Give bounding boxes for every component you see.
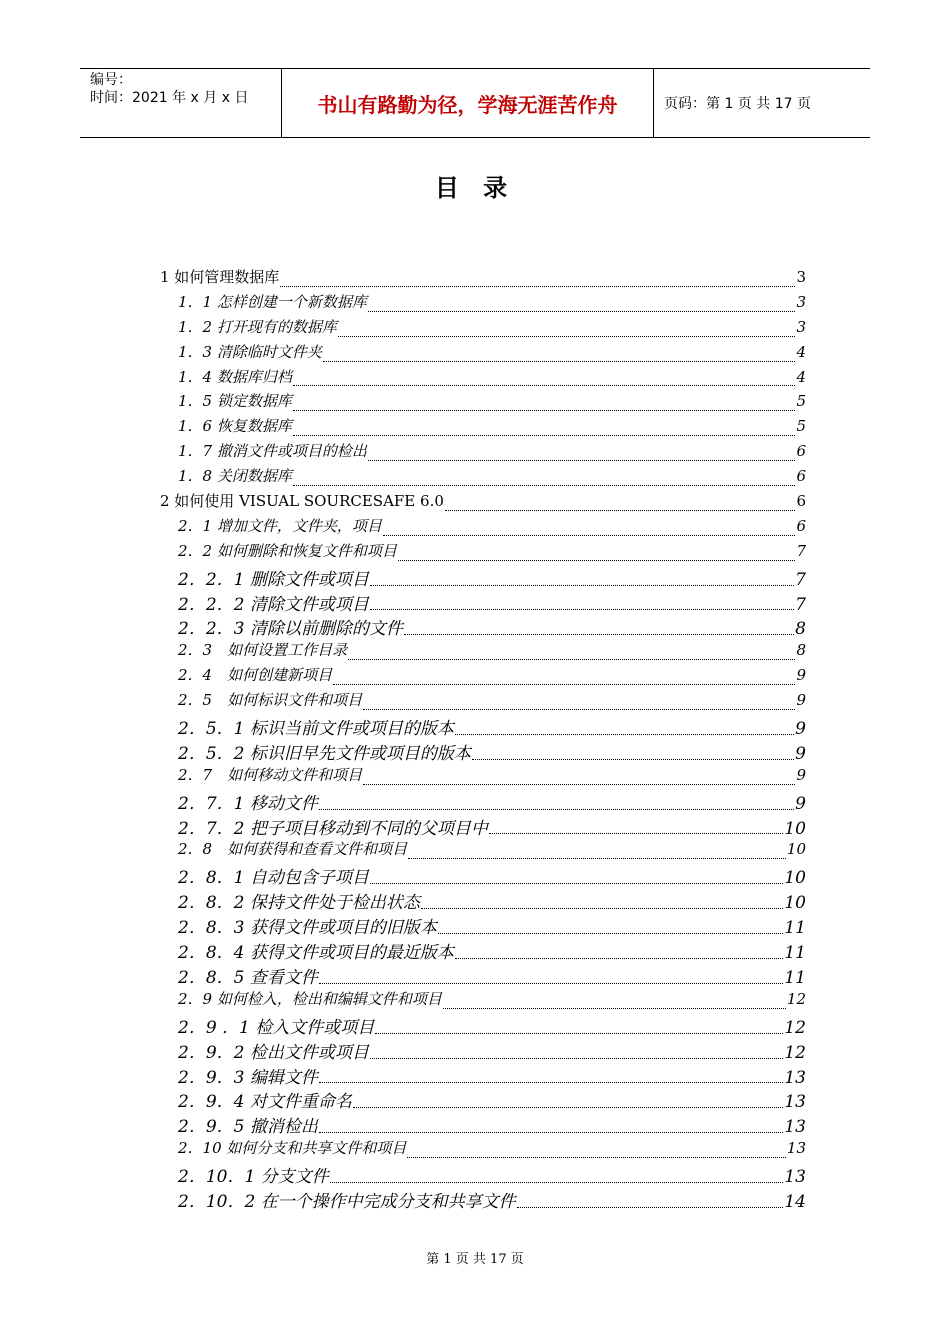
toc-entry[interactable]: [160, 1013, 806, 1038]
toc-entry-title: 2．8．4 获得文件或项目的最近版本: [178, 943, 454, 964]
toc-leader-dots: [370, 608, 794, 610]
toc-entry[interactable]: [160, 789, 806, 814]
toc-entry-title: 2．3 如何设置工作目录: [178, 641, 348, 660]
toc-entry-title: 2．9．2 检出文件或项目: [178, 1042, 369, 1063]
toc-leader-dots: [293, 434, 796, 436]
toc-entry[interactable]: [160, 590, 806, 615]
toc-leader-dots: [421, 907, 784, 909]
toc-entry-page-number: 6: [796, 442, 806, 461]
toc-entry-page-number: 11: [784, 943, 806, 964]
toc-leader-dots: [348, 658, 795, 660]
toc-entry-page-number: 10: [784, 868, 806, 889]
toc-entry[interactable]: [160, 1038, 806, 1063]
toc-entry-page-number: 4: [796, 367, 806, 386]
toc-entry-page-number: 3: [796, 317, 806, 336]
toc-entry-page-number: 9: [796, 691, 806, 710]
toc-entry[interactable]: [160, 689, 806, 714]
toc-entry-page-number: 9: [796, 666, 806, 685]
number-label: 编号：: [90, 72, 132, 88]
toc-entry-title: 2．2 如何删除和恢复文件和项目: [178, 541, 397, 560]
toc-entry[interactable]: [160, 938, 806, 963]
toc-entry-title: 2．10 如何分支和共享文件和项目: [178, 1139, 407, 1158]
toc-entry[interactable]: [160, 863, 806, 888]
toc-entry[interactable]: [160, 1137, 806, 1162]
toc-leader-dots: [280, 285, 795, 287]
toc-entry[interactable]: [160, 764, 806, 789]
toc-leader-dots: [330, 1181, 784, 1183]
toc-entry-title: 2．2．3 清除以前删除的文件: [178, 619, 403, 640]
toc-entry[interactable]: [160, 515, 806, 540]
toc-leader-dots: [472, 758, 794, 760]
toc-leader-dots: [445, 509, 796, 511]
toc-entry[interactable]: [160, 440, 806, 465]
toc-entry[interactable]: [160, 415, 806, 440]
toc-entry-page-number: 10: [784, 893, 806, 914]
toc-entry-title: 2．4 如何创建新项目: [178, 666, 333, 685]
toc-entry-page-number: 8: [795, 619, 806, 640]
toc-entry[interactable]: [160, 639, 806, 664]
toc-leader-dots: [293, 409, 796, 411]
toc-entry-page-number: 11: [784, 918, 806, 939]
toc-entry[interactable]: [160, 614, 806, 639]
toc-leader-dots: [363, 783, 795, 785]
toc-leader-dots: [368, 310, 796, 312]
header-meta: [80, 69, 282, 137]
toc-leader-dots: [455, 733, 794, 735]
toc-leader-dots: [375, 1032, 783, 1034]
toc-leader-dots: [370, 1057, 784, 1059]
toc-entry[interactable]: [160, 664, 806, 689]
toc-entry-page-number: 7: [795, 594, 806, 615]
toc-entry-title: 2．2．2 清除文件或项目: [178, 594, 369, 615]
toc-leader-dots: [408, 857, 786, 859]
toc-leader-dots: [517, 1206, 784, 1208]
toc-entry-page-number: 7: [796, 541, 806, 560]
toc-leader-dots: [489, 832, 784, 834]
toc-leader-dots: [383, 534, 796, 536]
toc-entry-title: 1．8 关闭数据库: [178, 467, 292, 486]
toc-entry[interactable]: [160, 390, 806, 415]
toc-entry-title: 2．8．5 查看文件: [178, 967, 318, 988]
header-motto: 书山有路勤为径，学海无涯苦作舟: [282, 69, 654, 137]
toc-entry-page-number: 12: [784, 1017, 806, 1038]
toc-entry[interactable]: [160, 565, 806, 590]
toc-entry[interactable]: [160, 1162, 806, 1187]
toc-entry-title: 2．9．4 对文件重命名: [178, 1092, 352, 1113]
toc-entry[interactable]: [160, 366, 806, 391]
toc-entry-page-number: 3: [796, 292, 806, 311]
toc-entry-title: 2．9 ．1 检入文件或项目: [178, 1017, 375, 1038]
toc-leader-dots: [368, 459, 796, 461]
toc-entry-title: 2．7 如何移动文件和项目: [178, 765, 363, 784]
toc-entry[interactable]: [160, 1187, 806, 1212]
toc-leader-dots: [333, 683, 795, 685]
toc-entry-page-number: 9: [796, 765, 806, 784]
toc-entry[interactable]: [160, 963, 806, 988]
toc-leader-dots: [293, 484, 796, 486]
toc-entry-title: 2．8 如何获得和查看文件和项目: [178, 840, 408, 859]
toc-entry-title: 2．5．1 标识当前文件或项目的版本: [178, 719, 454, 740]
toc-entry-title: 2．5 如何标识文件和项目: [178, 691, 363, 710]
toc-entry-title: 2．9．3 编辑文件: [178, 1067, 318, 1088]
toc-entry[interactable]: [160, 1063, 806, 1088]
toc-entry[interactable]: [160, 988, 806, 1013]
toc-entry-page-number: 12: [786, 989, 806, 1008]
toc-entry-page-number: 13: [784, 1092, 806, 1113]
toc-leader-dots: [443, 1007, 786, 1009]
toc-entry[interactable]: [160, 739, 806, 764]
toc-entry-page-number: 8: [796, 641, 806, 660]
header-page-info: 页码：第 1 页 共 17 页: [664, 96, 811, 112]
toc-entry-page-number: 5: [796, 392, 806, 411]
toc-entry-title: 2．7．1 移动文件: [178, 793, 318, 814]
toc-entry[interactable]: [160, 814, 806, 839]
toc-entry-title: 1．1 怎样创建一个新数据库: [178, 292, 367, 311]
toc-entry-page-number: 14: [784, 1191, 806, 1212]
toc-entry[interactable]: [160, 266, 806, 291]
toc-entry[interactable]: [160, 1112, 806, 1137]
toc-entry-title: 2．8．2 保持文件处于检出状态: [178, 893, 420, 914]
toc-entry-page-number: 6: [796, 516, 806, 535]
toc-leader-dots: [319, 808, 794, 810]
toc-entry-title: 1．6 恢复数据库: [178, 417, 292, 436]
toc-entry[interactable]: [160, 291, 806, 316]
toc-entry-page-number: 5: [796, 417, 806, 436]
page-title: 目 录: [434, 174, 516, 202]
toc-leader-dots: [323, 360, 796, 362]
toc-leader-dots: [438, 932, 784, 934]
toc-leader-dots: [319, 982, 784, 984]
table-of-contents: [160, 266, 806, 1212]
toc-entry-title: 2．9 如何检入，检出和编辑文件和项目: [178, 989, 442, 1008]
toc-entry-title: 2．8．1 自动包含子项目: [178, 868, 369, 889]
toc-entry-title: 1 如何管理数据库: [160, 268, 280, 286]
toc-entry-title: 2．10．2 在一个操作中完成分支和共享文件: [178, 1191, 516, 1212]
toc-leader-dots: [319, 1131, 784, 1133]
toc-entry[interactable]: [160, 540, 806, 565]
toc-entry-page-number: 9: [795, 793, 806, 814]
toc-entry-page-number: 9: [795, 719, 806, 740]
toc-entry[interactable]: [160, 838, 806, 863]
toc-entry-page-number: 10: [784, 818, 806, 839]
toc-entry-title: 1．2 打开现有的数据库: [178, 317, 337, 336]
toc-entry-page-number: 6: [796, 492, 806, 511]
toc-entry-page-number: 3: [796, 268, 806, 286]
toc-entry[interactable]: [160, 316, 806, 341]
toc-entry[interactable]: [160, 913, 806, 938]
toc-entry-title: 2．5．2 标识旧早先文件或项目的版本: [178, 743, 471, 764]
toc-entry-title: 2．8．3 获得文件或项目的旧版本: [178, 918, 437, 939]
toc-leader-dots: [370, 882, 784, 884]
toc-leader-dots: [353, 1106, 784, 1108]
toc-leader-dots: [338, 335, 796, 337]
toc-entry-page-number: 13: [784, 1067, 806, 1088]
toc-entry-title: 2．1 增加文件，文件夹，项目: [178, 516, 382, 535]
page-header: [80, 68, 870, 138]
toc-entry-page-number: 11: [784, 967, 806, 988]
toc-entry-title: 1．7 撤消文件或项目的检出: [178, 442, 367, 461]
time-label: 时间：2021 年 x 月 x 日: [90, 90, 249, 106]
toc-entry[interactable]: [160, 490, 806, 515]
toc-entry-title: 2 如何使用 VISUAL SOURCESAFE 6.0: [160, 492, 444, 511]
toc-entry-page-number: 10: [786, 840, 806, 859]
toc-entry[interactable]: [160, 714, 806, 739]
toc-leader-dots: [293, 384, 796, 386]
toc-leader-dots: [363, 708, 795, 710]
toc-entry[interactable]: [160, 888, 806, 913]
toc-entry[interactable]: [160, 341, 806, 366]
toc-entry-page-number: 13: [784, 1117, 806, 1138]
toc-entry-title: 2．7．2 把子项目移动到不同的父项目中: [178, 818, 488, 839]
toc-entry-page-number: 12: [784, 1042, 806, 1063]
toc-entry-page-number: 13: [786, 1139, 806, 1158]
toc-entry-page-number: 13: [784, 1167, 806, 1188]
toc-leader-dots: [455, 957, 784, 959]
toc-entry-page-number: 7: [795, 569, 806, 590]
toc-entry[interactable]: [160, 465, 806, 490]
toc-entry-page-number: 4: [796, 342, 806, 361]
toc-entry-title: 2．2．1 删除文件或项目: [178, 569, 369, 590]
toc-entry-title: 1．3 清除临时文件夹: [178, 342, 322, 361]
toc-leader-dots: [407, 1156, 786, 1158]
toc-leader-dots: [398, 559, 796, 561]
page-footer: 第 1 页 共 17 页: [426, 1252, 524, 1267]
toc-entry-title: 1．4 数据库归档: [178, 367, 292, 386]
toc-leader-dots: [319, 1081, 784, 1083]
toc-entry-title: 1．5 锁定数据库: [178, 392, 292, 411]
toc-leader-dots: [404, 633, 794, 635]
toc-entry-title: 2．9．5 撤消检出: [178, 1117, 318, 1138]
toc-entry-page-number: 9: [795, 743, 806, 764]
toc-entry-title: 2．10．1 分支文件: [178, 1167, 329, 1188]
toc-entry-page-number: 6: [796, 467, 806, 486]
toc-leader-dots: [370, 584, 794, 586]
toc-entry[interactable]: [160, 1087, 806, 1112]
